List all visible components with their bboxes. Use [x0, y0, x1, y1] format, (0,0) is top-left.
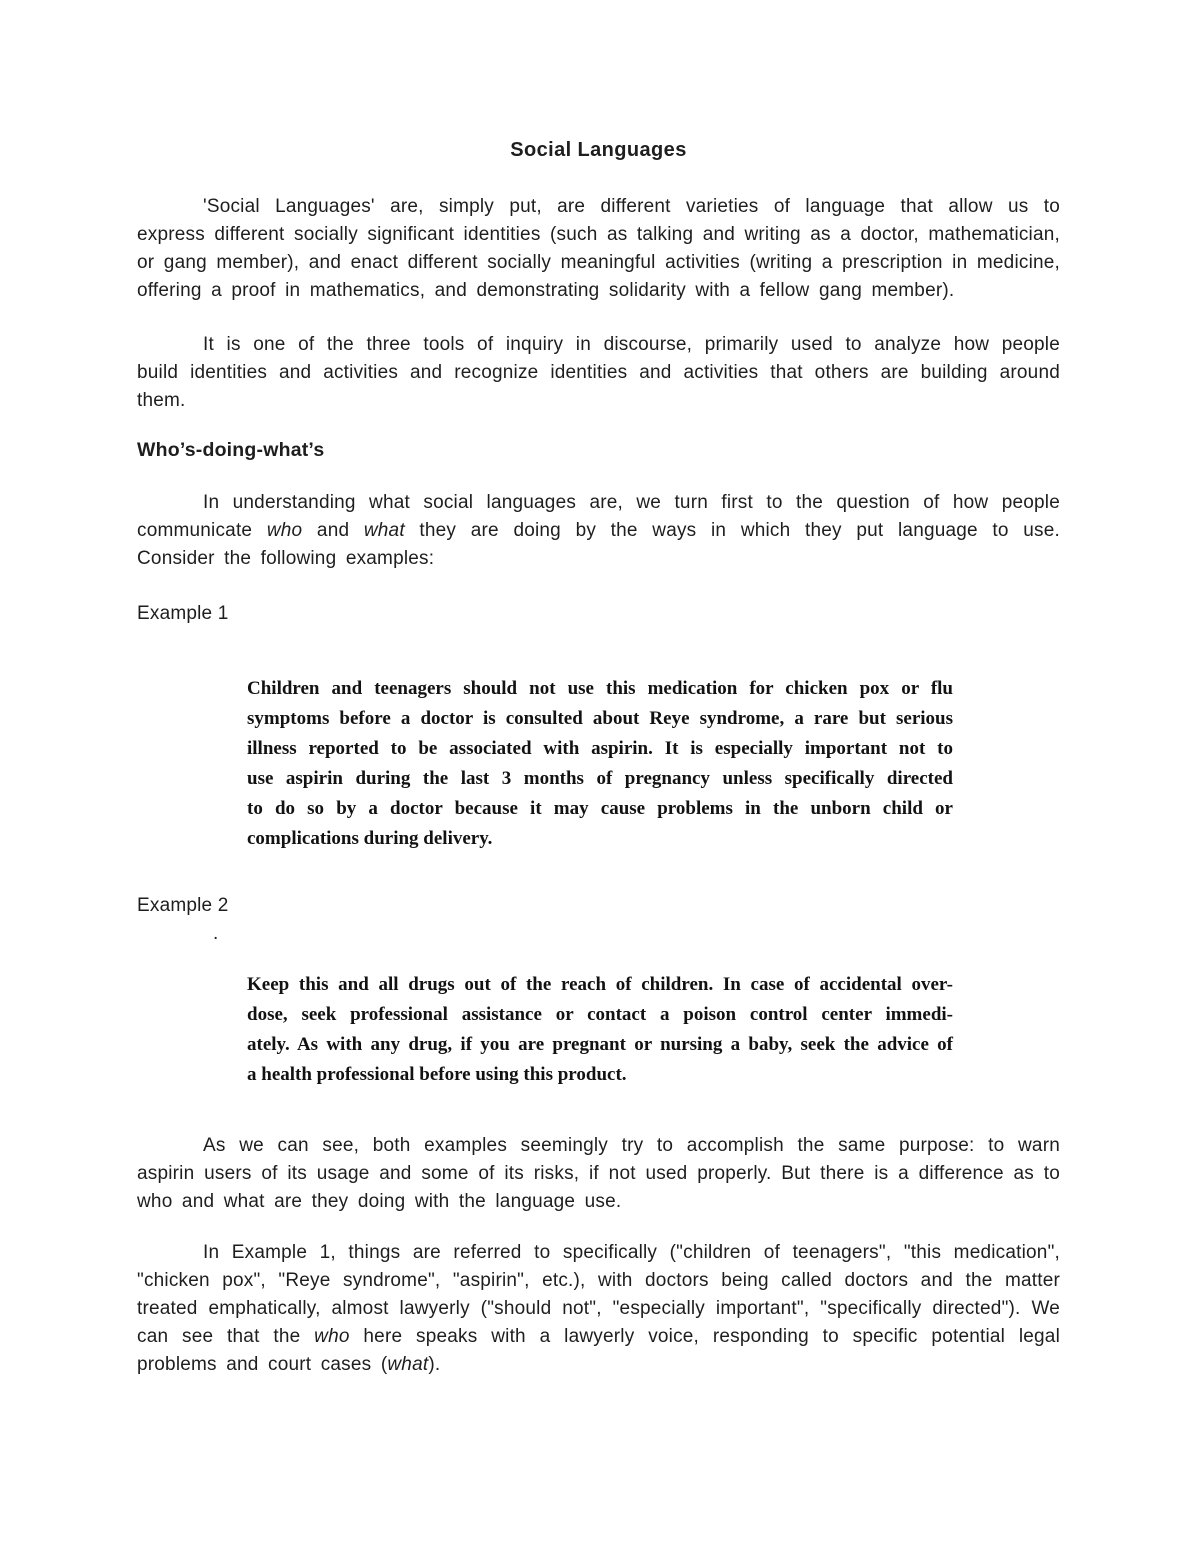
italic-what: what: [363, 520, 405, 541]
paragraph-tools-of-inquiry: It is one of the three tools of inquiry in discourse, primarily used to analyze how people build identities and activities and recognize identities and activities that others are building around them.: [137, 334, 1060, 411]
quote-line: Keep this and all drugs out of the reach of children. In case of accidental over-: [247, 974, 953, 995]
example-2-quote: [247, 970, 953, 1090]
quote-line: use aspirin during the last 3 months of pregnancy unless specifically directed: [247, 768, 953, 789]
quote-line: dose, seek professional assistance or contact a poison control center immedi-: [247, 1004, 953, 1025]
paragraph-text: and: [302, 520, 364, 541]
paragraph-text: In Example 1, things are referred to specifically ("children of teenagers", "this medication", "chicken pox", "Reye syndrome", "aspirin", etc.), with doctors being called doctors and the matter treated emphatically, almost lawyerly ("should not", "especially important", "specifically directed"). We can see that the: [137, 1242, 1060, 1347]
paragraph-example-1-analysis: [137, 1239, 1060, 1379]
quote-line: to do so by a doctor because it may cause problems in the unborn child or: [247, 798, 953, 819]
page-title: Social Languages: [510, 139, 687, 161]
italic-who: who: [266, 520, 303, 541]
quote-line: ately. As with any drug, if you are pregnant or nursing a baby, seek the advice of: [247, 1034, 953, 1055]
quote-line: symptoms before a doctor is consulted about Reye syndrome, a rare but serious: [247, 708, 953, 729]
quote-line: illness reported to be associated with aspirin. It is especially important not to: [247, 738, 953, 759]
example-1-label: Example 1: [137, 603, 229, 624]
paragraph-definition: 'Social Languages' are, simply put, are different varieties of language that allow us to express different socially significant identities (such as talking and writing as a doctor, mathematician, or gang member), and enact different socially meaningful activities (writing a prescription in medicine, offering a proof in mathematics, and demonstrating solidarity with a fellow gang member).: [137, 196, 1060, 301]
paragraph-text: ).: [428, 1354, 441, 1375]
paragraph-text: In understanding what social languages are, we turn first to the question of how people communicate: [137, 492, 1060, 541]
quote-line: complications during delivery.: [247, 828, 493, 849]
paragraph-text: they are doing by the ways in which they put language to use. Consider the following examples:: [137, 520, 1061, 569]
paragraph-comparison: As we can see, both examples seemingly try to accomplish the same purpose: to warn aspirin users of its usage and some of its risks, if not used properly. But there is a difference as to who and what are they doing with the language use.: [137, 1135, 1060, 1212]
paragraph-text: here speaks with a lawyerly voice, responding to specific potential legal problems and court cases (: [137, 1326, 1061, 1375]
stray-period-mark: .: [213, 923, 219, 944]
paragraph-who-what-intro: [137, 489, 1060, 573]
example-1-quote: [247, 674, 953, 854]
quote-line: a health professional before using this product.: [247, 1064, 627, 1085]
quote-line: Children and teenagers should not use this medication for chicken pox or flu: [247, 678, 953, 699]
section-heading-whos-doing-whats: Who’s-doing-what’s: [137, 439, 325, 461]
italic-what: what: [387, 1354, 429, 1375]
italic-who: who: [314, 1326, 350, 1347]
example-2-label: Example 2: [137, 895, 229, 916]
